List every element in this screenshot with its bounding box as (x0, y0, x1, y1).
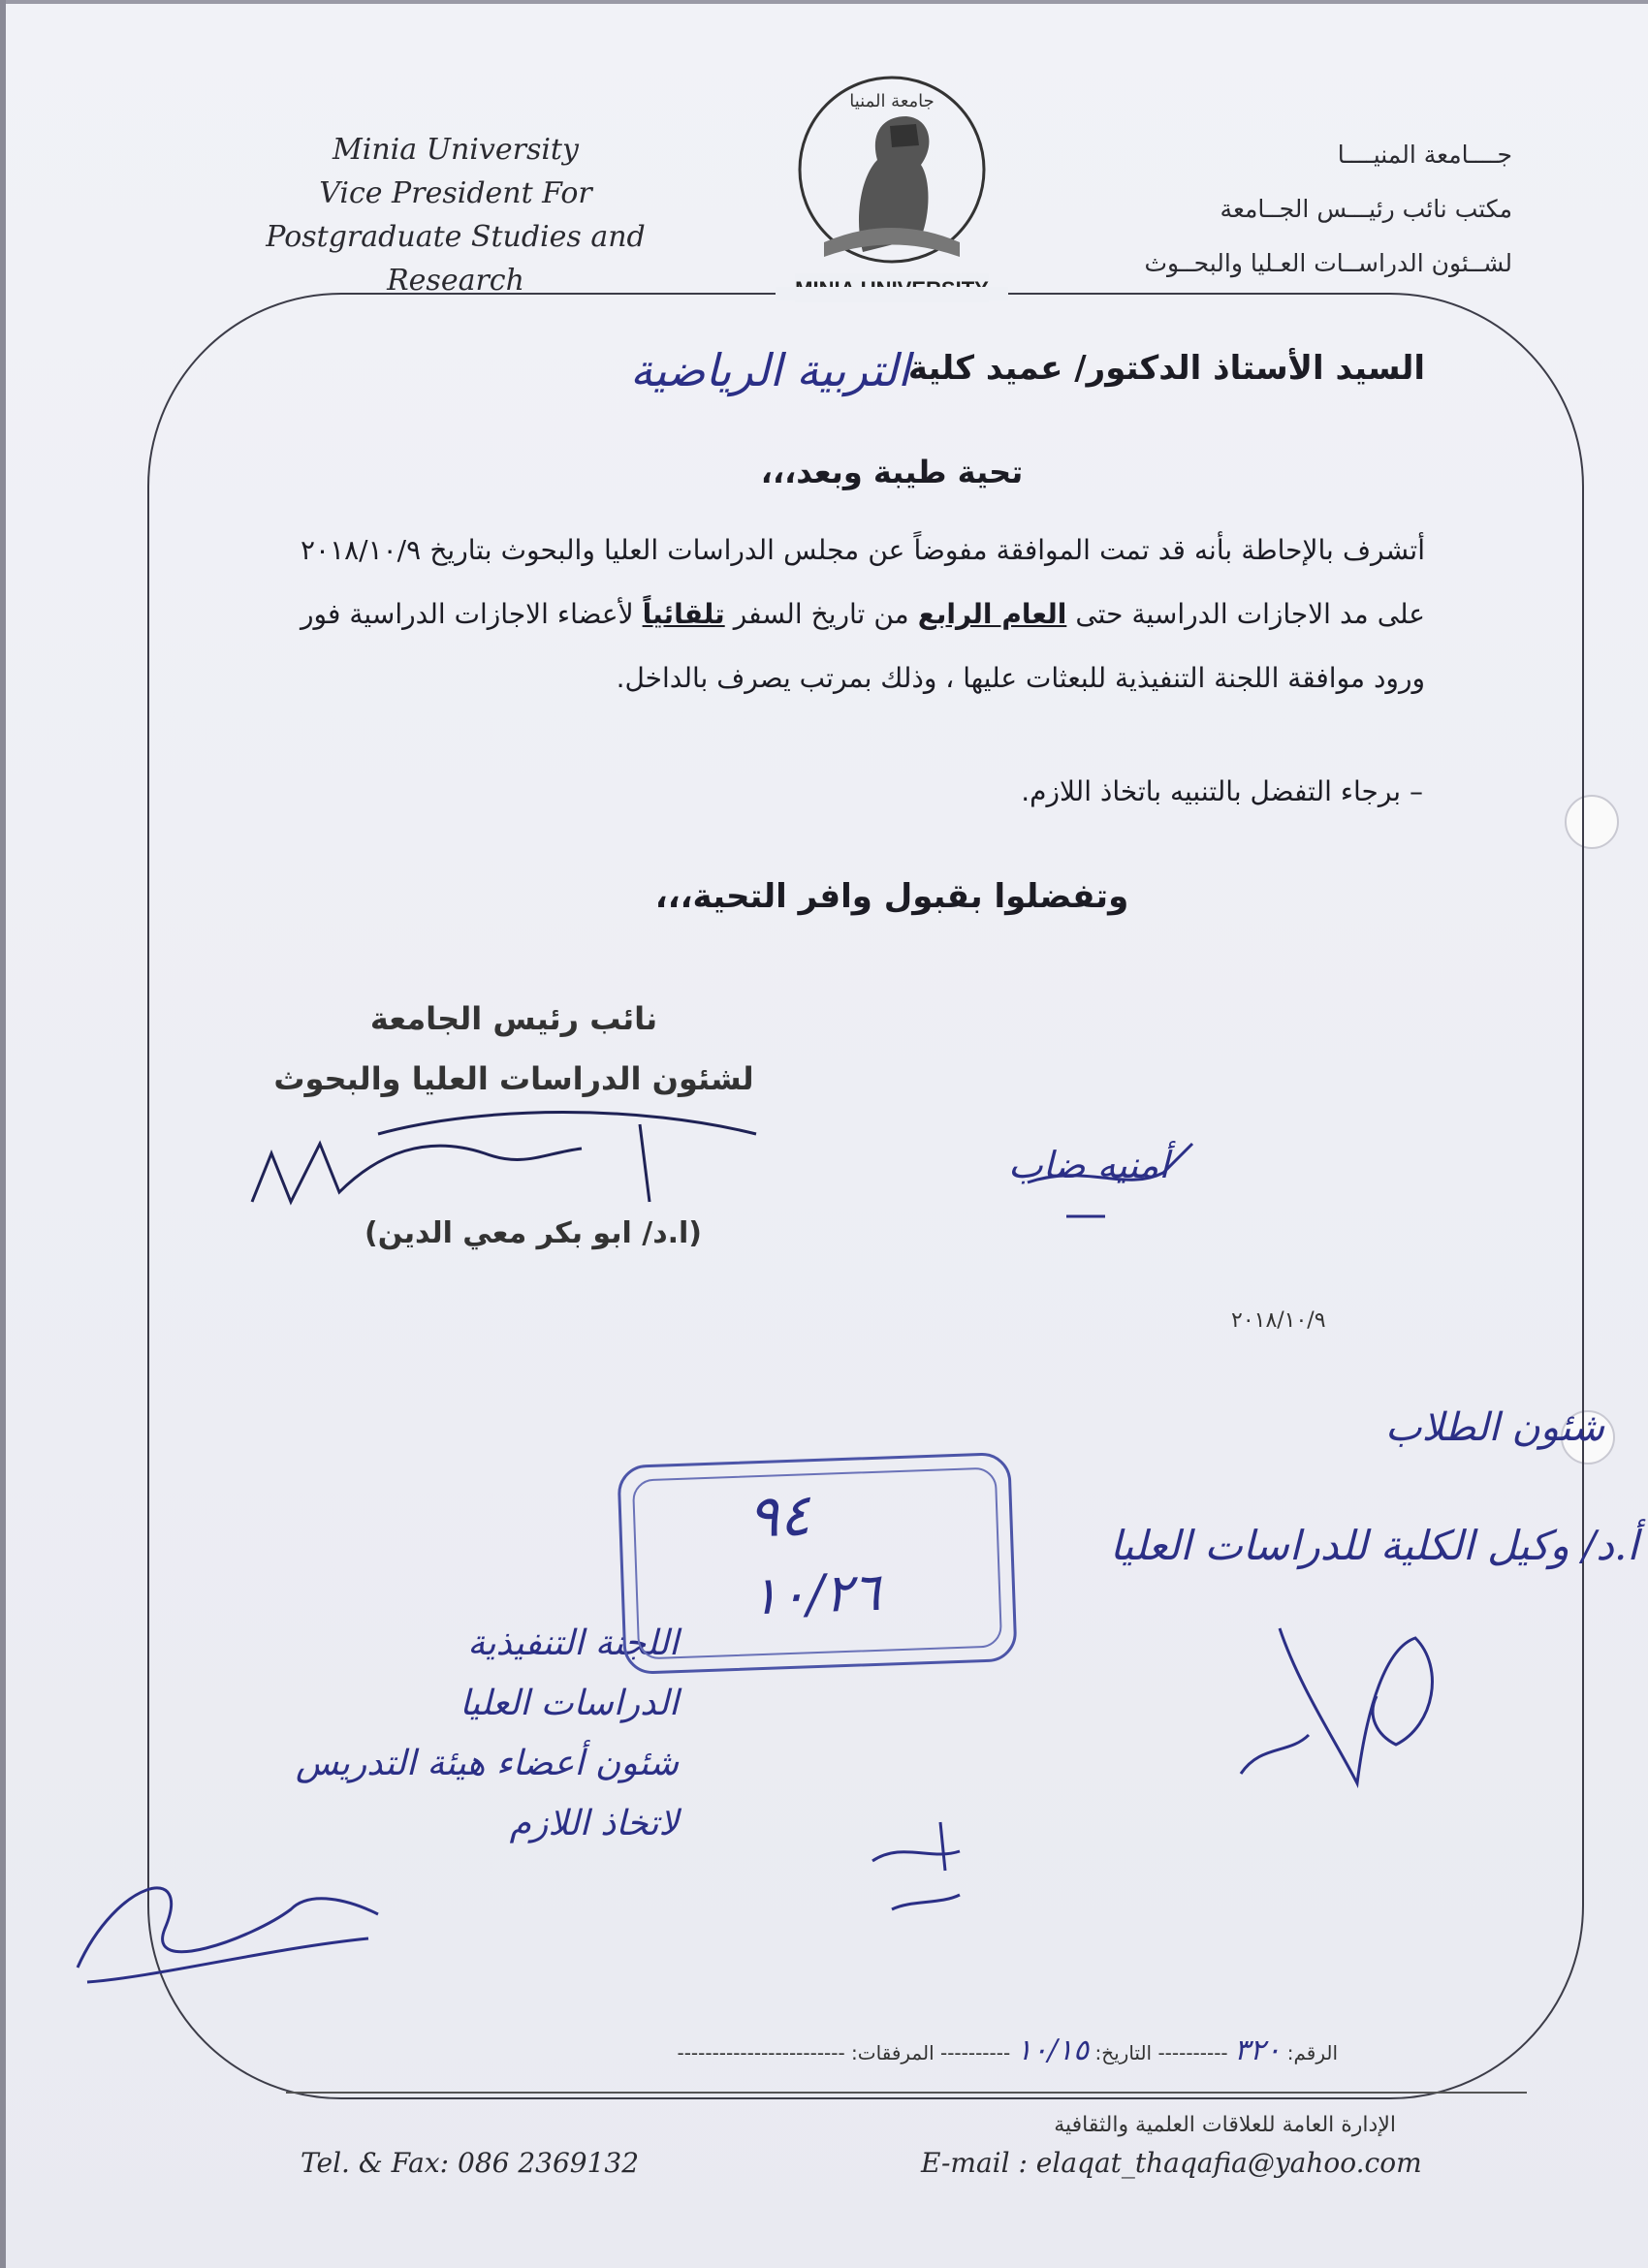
signature-scribble-icon (233, 1095, 776, 1221)
body-text-part: من تاريخ السفر (724, 598, 918, 630)
initials-scribble-icon (969, 1124, 1299, 1241)
department-name: الإدارة العامة للعلاقات العلمية والثقافية (1054, 2113, 1396, 2137)
signatory-title-line: لشئون الدراسات العليا والبحوث (273, 1060, 754, 1097)
addressee-line: السيد الأستاذ الدكتور/ عميد كلية (907, 349, 1425, 388)
dean-signature-icon (1221, 1609, 1474, 1803)
ref-date-value: ١٠/١٥ (1016, 2033, 1090, 2067)
margin-note-icon (853, 1803, 1008, 1958)
handwritten-routing (174, 1614, 679, 1854)
ref-dashes: ---------- (934, 2041, 1011, 2064)
letterhead-ar-line: مكتب نائب رئيـــس الجــامعة (1220, 195, 1512, 223)
signatory-title-line: نائب رئيس الجامعة (369, 1000, 658, 1037)
letter-date: ٢٠١٨/١٠/٩ (1231, 1308, 1326, 1333)
body-underlined: العام الرابع (917, 598, 1067, 630)
incoming-stamp (617, 1452, 1017, 1675)
handwritten-note: أ.د/ وكيل الكلية للدراسات العليا (1109, 1522, 1638, 1569)
body-text-part: أتشرف بالإحاطة بأنه قد تمت الموافقة مفوضاً عن مجلس الدراسات العليا والبحوث بتاريخ ٢٠١٨/١٠/٩ على مد الاجازات الدراسية حتى (301, 534, 1426, 630)
ref-attachments-label: المرفقات: (851, 2041, 935, 2064)
stamp-number: ٩٤ (746, 1481, 811, 1552)
body-text-part: لأعضاء الاجازات الدراسية فور ورود موافقة اللجنة التنفيذية للبعثات عليها ، وذلك بمرتب يصرف بالداخل. (301, 598, 1425, 694)
ref-dashes: ---------- (1152, 2041, 1228, 2064)
routing-line: لاتخاذ اللازم (509, 1804, 679, 1843)
routing-line: شئون أعضاء هيئة التدريس (295, 1744, 679, 1783)
letterhead-en-line: Postgraduate Studies and Research (266, 220, 646, 298)
signatory-name: (ا.د/ ابو بكر معي الدين) (364, 1216, 702, 1250)
ref-dashes: ------------------------ (677, 2041, 845, 2064)
english-letterhead (194, 128, 717, 302)
letterhead-ar-line: لشــئون الدراســات العـليا والبحــوث (1144, 249, 1512, 277)
letterhead-ar-line: جــــامعة المنيــــا (1337, 141, 1512, 169)
ref-date-label: التاريخ: (1094, 2041, 1153, 2064)
logo-arabic-caption: جامعة المنيا (849, 91, 935, 111)
nefertiti-icon (785, 68, 998, 310)
ref-number-label: الرقم: (1286, 2041, 1338, 2064)
university-logo (785, 68, 998, 310)
ref-number-value: ٣٢٠ (1234, 2033, 1282, 2067)
closing-line: وتفضلوا بقبول وافر التحية،،، (654, 877, 1129, 916)
body-underlined: تلقائياً (642, 598, 725, 630)
footer-rule (286, 2092, 1527, 2094)
handwritten-note: أمنيه ضاب (1008, 1144, 1169, 1186)
reference-row (407, 2033, 1338, 2067)
bottom-signature-icon (58, 1822, 427, 2016)
scan-edge-top (0, 0, 1648, 4)
stamp-date: ١٠/٢٦ (749, 1560, 882, 1627)
phone-fax: Tel. & Fax: 086 2369132 (301, 2147, 640, 2179)
handwritten-note: شئون الطلاب (1385, 1405, 1604, 1450)
handwritten-college: التربية الرياضية (630, 344, 910, 396)
request-bullet: – برجاء التفضل بالتنبيه باتخاذ اللازم. (1021, 775, 1423, 807)
letter-body (301, 519, 1425, 710)
frame-gap (776, 287, 1008, 300)
letterhead-en-line: Vice President For (319, 176, 592, 210)
email-address: E-mail : elaqat_thaqafia@yahoo.com (921, 2147, 1422, 2179)
routing-line: الدراسات العليا (460, 1684, 679, 1723)
letterhead-en-line: Minia University (333, 133, 579, 167)
scan-edge-left (0, 0, 6, 2268)
greeting: تحية طيبة وبعد،،، (760, 454, 1024, 490)
signatory-title (242, 989, 785, 1109)
arabic-letterhead (1008, 128, 1512, 291)
routing-line: اللجنة التنفيذية (467, 1623, 679, 1663)
